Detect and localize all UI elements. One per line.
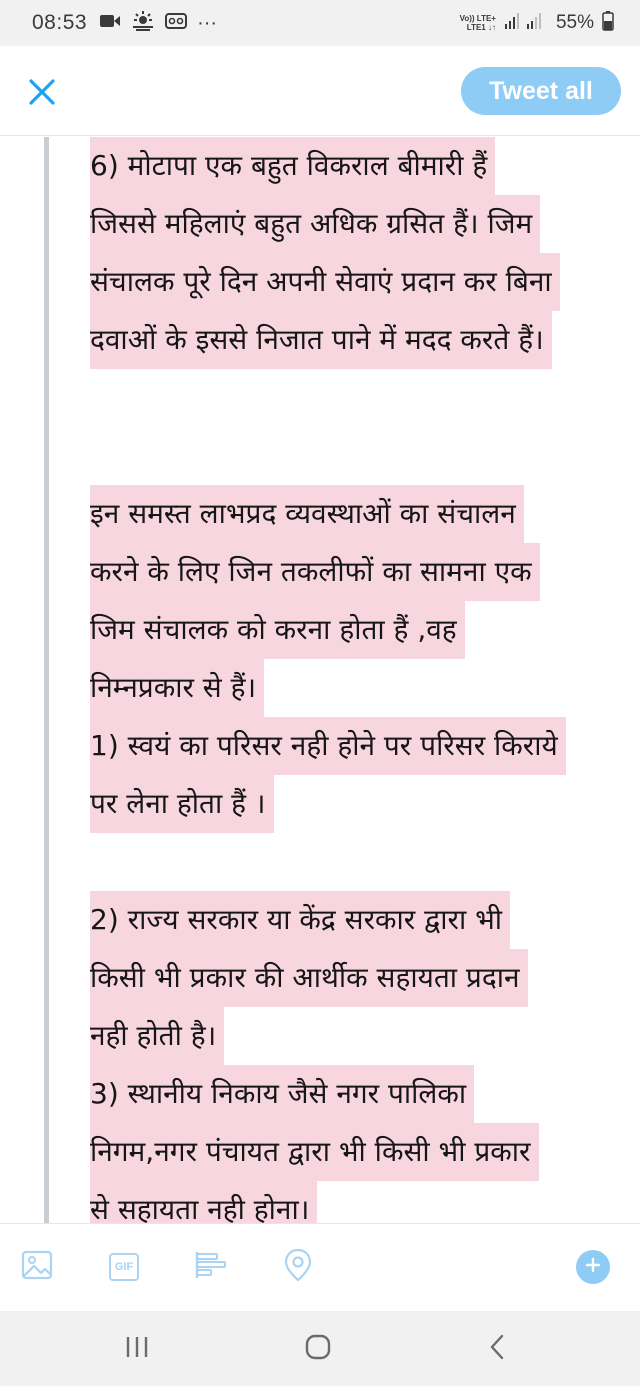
network-line-2: LTE1 ↓↑ — [466, 23, 496, 32]
add-image-button[interactable] — [20, 1250, 54, 1284]
location-icon — [283, 1248, 313, 1286]
home-button[interactable] — [298, 1329, 338, 1369]
home-icon — [304, 1333, 332, 1365]
close-icon — [24, 95, 60, 114]
text-line: निम्नप्रकार से हैं। — [90, 659, 264, 717]
text-line: पर लेना होता हैं । — [90, 775, 274, 833]
system-navigation-bar — [0, 1311, 640, 1386]
add-gif-button[interactable] — [107, 1250, 141, 1284]
add-tweet-button[interactable] — [576, 1250, 610, 1284]
status-time: 08:53 — [32, 11, 88, 34]
weather-icon — [131, 11, 155, 36]
recents-icon — [124, 1335, 150, 1363]
text-line: इन समस्त लाभप्रद व्यवस्थाओं का संचालन — [90, 485, 524, 543]
thread-compose-area[interactable] — [0, 137, 640, 1223]
text-line: जिम संचालक को करना होता हैं ,वह — [90, 601, 465, 659]
text-line: निगम,नगर पंचायत द्वारा भी किसी भी प्रकार — [90, 1123, 539, 1181]
paragraph-2 — [90, 485, 630, 833]
text-line: 3) स्थानीय निकाय जैसे नगर पालिका — [90, 1065, 474, 1123]
tweet-all-button[interactable]: Tweet all — [461, 67, 621, 115]
thread-connector-line — [44, 137, 49, 1223]
text-line: से सहायता नही होना। — [90, 1181, 317, 1223]
text-line: किसी भी प्रकार की आर्थीक सहायता प्रदान — [90, 949, 528, 1007]
blank-lines — [90, 369, 630, 485]
compose-header — [0, 46, 640, 136]
add-tweet-icon — [584, 1256, 602, 1278]
paragraph-1 — [90, 137, 630, 369]
text-line: संचालक पूरे दिन अपनी सेवाएं प्रदान कर बिना — [90, 253, 560, 311]
status-notification-icons — [99, 11, 217, 36]
status-system-indicators — [460, 11, 614, 36]
signal-icon — [504, 12, 548, 35]
compose-toolbar — [0, 1223, 640, 1311]
back-button[interactable] — [477, 1329, 517, 1369]
text-line: नही होती है। — [90, 1007, 224, 1065]
paragraph-3 — [90, 891, 630, 1223]
network-line-1: Vo)) LTE+ — [459, 14, 496, 23]
recents-button[interactable] — [117, 1329, 157, 1369]
network-type — [460, 14, 496, 32]
back-icon — [487, 1333, 507, 1365]
more-notifications-icon: ··· — [197, 11, 218, 34]
image-icon — [21, 1249, 53, 1285]
blank-line — [90, 833, 630, 891]
poll-icon — [194, 1250, 228, 1284]
battery-percent: 55% — [555, 12, 594, 33]
gif-icon: GIF — [109, 1253, 139, 1281]
tweet-text-field[interactable] — [90, 137, 630, 1223]
status-bar — [0, 0, 640, 46]
text-line: 6) मोटापा एक बहुत विकराल बीमारी हैं — [90, 137, 495, 195]
video-icon — [99, 13, 121, 34]
text-line: दवाओं के इससे निजात पाने में मदद करते हैं। — [90, 311, 552, 369]
battery-icon — [602, 11, 614, 36]
text-line: 2) राज्य सरकार या केंद्र सरकार द्वारा भी — [90, 891, 510, 949]
add-poll-button[interactable] — [194, 1250, 228, 1284]
vr-icon — [165, 13, 187, 34]
text-line: करने के लिए जिन तकलीफों का सामना एक — [90, 543, 540, 601]
close-button[interactable] — [24, 74, 60, 110]
text-line: जिससे महिलाएं बहुत अधिक ग्रसित हैं। जिम — [90, 195, 540, 253]
text-line: 1) स्वयं का परिसर नही होने पर परिसर किराये — [90, 717, 566, 775]
add-location-button[interactable] — [281, 1250, 315, 1284]
